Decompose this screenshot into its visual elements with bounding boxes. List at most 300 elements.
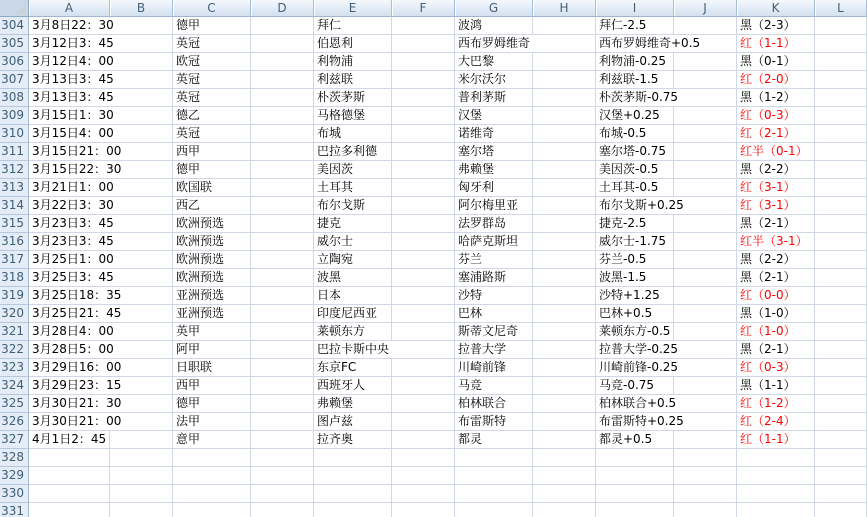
cell-J323[interactable]: [674, 359, 737, 377]
cell-E306[interactable]: [314, 53, 392, 71]
cell-D320[interactable]: [251, 305, 314, 323]
cell-K307[interactable]: [737, 71, 815, 89]
cell-I329[interactable]: [596, 467, 674, 485]
cell-L322[interactable]: [815, 341, 867, 359]
cell-D322[interactable]: [251, 341, 314, 359]
cell-D327[interactable]: [251, 431, 314, 449]
cell-H306[interactable]: [533, 53, 596, 71]
cell-H331[interactable]: [533, 503, 596, 517]
cell-F304[interactable]: [392, 17, 455, 35]
row-header-316[interactable]: 316: [0, 233, 29, 251]
cell-J319[interactable]: [674, 287, 737, 305]
cell-L312[interactable]: [815, 161, 867, 179]
cell-C306[interactable]: [173, 53, 251, 71]
cell-H320[interactable]: [533, 305, 596, 323]
cell-H325[interactable]: [533, 395, 596, 413]
cell-D311[interactable]: [251, 143, 314, 161]
cell-C304[interactable]: [173, 17, 251, 35]
cell-A328[interactable]: [29, 449, 110, 467]
cell-C318[interactable]: [173, 269, 251, 287]
row-header-322[interactable]: 322: [0, 341, 29, 359]
cell-J328[interactable]: [674, 449, 737, 467]
cell-E323[interactable]: [314, 359, 392, 377]
cell-C326[interactable]: [173, 413, 251, 431]
cell-E317[interactable]: [314, 251, 392, 269]
cell-B327[interactable]: [110, 431, 173, 449]
cell-L329[interactable]: [815, 467, 867, 485]
cell-E315[interactable]: [314, 215, 392, 233]
cell-C314[interactable]: [173, 197, 251, 215]
cell-C331[interactable]: [173, 503, 251, 517]
cell-J304[interactable]: [674, 17, 737, 35]
cell-B309[interactable]: [110, 107, 173, 125]
cell-E311[interactable]: [314, 143, 392, 161]
cell-C310[interactable]: [173, 125, 251, 143]
cell-A321[interactable]: [29, 323, 114, 341]
cell-J309[interactable]: [674, 107, 737, 125]
cell-K304[interactable]: [737, 17, 815, 35]
cell-A323[interactable]: [29, 359, 122, 377]
cell-K310[interactable]: [737, 125, 815, 143]
cell-J311[interactable]: [674, 143, 737, 161]
cell-K313[interactable]: [737, 179, 815, 197]
row-header-313[interactable]: 313: [0, 179, 29, 197]
cell-I305[interactable]: [596, 35, 701, 53]
column-header-E[interactable]: E: [314, 0, 392, 17]
cell-J313[interactable]: [674, 179, 737, 197]
cell-B331[interactable]: [110, 503, 173, 517]
row-header-318[interactable]: 318: [0, 269, 29, 287]
cell-K319[interactable]: [737, 287, 815, 305]
cell-I312[interactable]: [596, 161, 674, 179]
cell-G327[interactable]: [455, 431, 533, 449]
cell-C328[interactable]: [173, 449, 251, 467]
cell-G320[interactable]: [455, 305, 533, 323]
cell-E312[interactable]: [314, 161, 392, 179]
cell-I323[interactable]: [596, 359, 679, 377]
cell-A324[interactable]: [29, 377, 122, 395]
cell-A305[interactable]: [29, 35, 114, 53]
cell-F327[interactable]: [392, 431, 455, 449]
cell-I319[interactable]: [596, 287, 674, 305]
cell-E305[interactable]: [314, 35, 392, 53]
cell-J312[interactable]: [674, 161, 737, 179]
cell-F319[interactable]: [392, 287, 455, 305]
cell-E310[interactable]: [314, 125, 392, 143]
cell-B330[interactable]: [110, 485, 173, 503]
cell-C313[interactable]: [173, 179, 251, 197]
cell-C317[interactable]: [173, 251, 251, 269]
row-header-311[interactable]: 311: [0, 143, 29, 161]
cell-D330[interactable]: [251, 485, 314, 503]
cell-F329[interactable]: [392, 467, 455, 485]
cell-F305[interactable]: [392, 35, 455, 53]
cell-D323[interactable]: [251, 359, 314, 377]
cell-F328[interactable]: [392, 449, 455, 467]
cell-A310[interactable]: [29, 125, 114, 143]
cell-D318[interactable]: [251, 269, 314, 287]
cell-G317[interactable]: [455, 251, 533, 269]
cell-C327[interactable]: [173, 431, 251, 449]
cell-K322[interactable]: [737, 341, 815, 359]
cell-L331[interactable]: [815, 503, 867, 517]
cell-H315[interactable]: [533, 215, 596, 233]
cell-L304[interactable]: [815, 17, 867, 35]
cell-L315[interactable]: [815, 215, 867, 233]
cell-D308[interactable]: [251, 89, 314, 107]
cell-I315[interactable]: [596, 215, 674, 233]
cell-K324[interactable]: [737, 377, 815, 395]
cell-A309[interactable]: [29, 107, 114, 125]
row-header-308[interactable]: 308: [0, 89, 29, 107]
cell-E327[interactable]: [314, 431, 392, 449]
cell-H328[interactable]: [533, 449, 596, 467]
cell-K315[interactable]: [737, 215, 815, 233]
cell-I308[interactable]: [596, 89, 679, 107]
cell-A316[interactable]: [29, 233, 114, 251]
cell-D305[interactable]: [251, 35, 314, 53]
cell-E314[interactable]: [314, 197, 392, 215]
cell-D306[interactable]: [251, 53, 314, 71]
row-header-331[interactable]: 331: [0, 503, 29, 517]
cell-A317[interactable]: [29, 251, 114, 269]
cell-H323[interactable]: [533, 359, 596, 377]
cell-J324[interactable]: [674, 377, 737, 395]
cell-I318[interactable]: [596, 269, 674, 287]
cell-K317[interactable]: [737, 251, 815, 269]
cell-K311[interactable]: [737, 143, 815, 161]
cell-G313[interactable]: [455, 179, 533, 197]
cell-D324[interactable]: [251, 377, 314, 395]
cell-K329[interactable]: [737, 467, 815, 485]
cell-E329[interactable]: [314, 467, 392, 485]
cell-K320[interactable]: [737, 305, 815, 323]
cell-L325[interactable]: [815, 395, 867, 413]
cell-G322[interactable]: [455, 341, 533, 359]
cell-J316[interactable]: [674, 233, 737, 251]
column-header-L[interactable]: L: [815, 0, 867, 17]
cell-H317[interactable]: [533, 251, 596, 269]
cell-K330[interactable]: [737, 485, 815, 503]
column-header-G[interactable]: G: [455, 0, 533, 17]
cell-A327[interactable]: [29, 431, 110, 449]
cell-F322[interactable]: [392, 341, 455, 359]
cell-G306[interactable]: [455, 53, 533, 71]
cell-K331[interactable]: [737, 503, 815, 517]
cell-E319[interactable]: [314, 287, 392, 305]
cell-E309[interactable]: [314, 107, 392, 125]
cell-A315[interactable]: [29, 215, 114, 233]
cell-D317[interactable]: [251, 251, 314, 269]
cell-L328[interactable]: [815, 449, 867, 467]
cell-A325[interactable]: [29, 395, 122, 413]
cell-F314[interactable]: [392, 197, 455, 215]
cell-B328[interactable]: [110, 449, 173, 467]
cell-C324[interactable]: [173, 377, 251, 395]
cell-H322[interactable]: [533, 341, 596, 359]
cell-G308[interactable]: [455, 89, 533, 107]
cell-A313[interactable]: [29, 179, 114, 197]
cell-D315[interactable]: [251, 215, 314, 233]
row-header-327[interactable]: 327: [0, 431, 29, 449]
cell-F321[interactable]: [392, 323, 455, 341]
cell-F310[interactable]: [392, 125, 455, 143]
cell-E331[interactable]: [314, 503, 392, 517]
cell-C322[interactable]: [173, 341, 251, 359]
cell-G304[interactable]: [455, 17, 533, 35]
cell-K308[interactable]: [737, 89, 815, 107]
cell-J329[interactable]: [674, 467, 737, 485]
cell-A307[interactable]: [29, 71, 114, 89]
column-header-C[interactable]: C: [173, 0, 251, 17]
cell-J320[interactable]: [674, 305, 737, 323]
cell-I321[interactable]: [596, 323, 674, 341]
select-all-corner[interactable]: [0, 0, 29, 17]
row-header-329[interactable]: 329: [0, 467, 29, 485]
cell-C307[interactable]: [173, 71, 251, 89]
column-header-I[interactable]: I: [596, 0, 674, 17]
cell-G315[interactable]: [455, 215, 533, 233]
cell-H318[interactable]: [533, 269, 596, 287]
cell-C321[interactable]: [173, 323, 251, 341]
cell-G318[interactable]: [455, 269, 533, 287]
cell-I317[interactable]: [596, 251, 674, 269]
cell-B329[interactable]: [110, 467, 173, 485]
cell-H313[interactable]: [533, 179, 596, 197]
cell-G309[interactable]: [455, 107, 533, 125]
cell-H304[interactable]: [533, 17, 596, 35]
cell-B316[interactable]: [110, 233, 173, 251]
cell-D321[interactable]: [251, 323, 314, 341]
cell-I324[interactable]: [596, 377, 674, 395]
cell-A319[interactable]: [29, 287, 122, 305]
cell-F330[interactable]: [392, 485, 455, 503]
cell-K327[interactable]: [737, 431, 815, 449]
cell-D326[interactable]: [251, 413, 314, 431]
cell-H319[interactable]: [533, 287, 596, 305]
cell-A322[interactable]: [29, 341, 114, 359]
cell-A330[interactable]: [29, 485, 110, 503]
cell-D314[interactable]: [251, 197, 314, 215]
cell-L314[interactable]: [815, 197, 867, 215]
cell-C308[interactable]: [173, 89, 251, 107]
cell-B318[interactable]: [110, 269, 173, 287]
cell-G314[interactable]: [455, 197, 533, 215]
cell-L309[interactable]: [815, 107, 867, 125]
row-header-312[interactable]: 312: [0, 161, 29, 179]
cell-F309[interactable]: [392, 107, 455, 125]
row-header-307[interactable]: 307: [0, 71, 29, 89]
row-header-325[interactable]: 325: [0, 395, 29, 413]
cell-I304[interactable]: [596, 17, 674, 35]
cell-D331[interactable]: [251, 503, 314, 517]
cell-E320[interactable]: [314, 305, 392, 323]
cell-L306[interactable]: [815, 53, 867, 71]
cell-F315[interactable]: [392, 215, 455, 233]
cell-I326[interactable]: [596, 413, 684, 431]
cell-A312[interactable]: [29, 161, 122, 179]
row-header-326[interactable]: 326: [0, 413, 29, 431]
cell-G330[interactable]: [455, 485, 533, 503]
row-header-319[interactable]: 319: [0, 287, 29, 305]
cell-E328[interactable]: [314, 449, 392, 467]
cell-I309[interactable]: [596, 107, 674, 125]
column-header-H[interactable]: H: [533, 0, 596, 17]
cell-L326[interactable]: [815, 413, 867, 431]
row-header-304[interactable]: 304: [0, 17, 29, 35]
cell-G329[interactable]: [455, 467, 533, 485]
cell-A320[interactable]: [29, 305, 122, 323]
row-header-320[interactable]: 320: [0, 305, 29, 323]
column-header-D[interactable]: D: [251, 0, 314, 17]
cell-L318[interactable]: [815, 269, 867, 287]
cell-D328[interactable]: [251, 449, 314, 467]
cell-I311[interactable]: [596, 143, 674, 161]
cell-J308[interactable]: [674, 89, 737, 107]
cell-K306[interactable]: [737, 53, 815, 71]
cell-H316[interactable]: [533, 233, 596, 251]
cell-F316[interactable]: [392, 233, 455, 251]
cell-C320[interactable]: [173, 305, 251, 323]
cell-K312[interactable]: [737, 161, 815, 179]
cell-D304[interactable]: [251, 17, 314, 35]
cell-D307[interactable]: [251, 71, 314, 89]
cell-F312[interactable]: [392, 161, 455, 179]
cell-G321[interactable]: [455, 323, 533, 341]
cell-E330[interactable]: [314, 485, 392, 503]
cell-B305[interactable]: [110, 35, 173, 53]
row-header-315[interactable]: 315: [0, 215, 29, 233]
cell-L307[interactable]: [815, 71, 867, 89]
cell-C323[interactable]: [173, 359, 251, 377]
cell-F325[interactable]: [392, 395, 455, 413]
column-header-A[interactable]: A: [29, 0, 110, 17]
cell-H309[interactable]: [533, 107, 596, 125]
cell-F318[interactable]: [392, 269, 455, 287]
cell-K326[interactable]: [737, 413, 815, 431]
cell-D313[interactable]: [251, 179, 314, 197]
cell-J306[interactable]: [674, 53, 737, 71]
cell-F326[interactable]: [392, 413, 455, 431]
cell-G328[interactable]: [455, 449, 533, 467]
cell-I307[interactable]: [596, 71, 674, 89]
cell-C315[interactable]: [173, 215, 251, 233]
cell-J318[interactable]: [674, 269, 737, 287]
row-header-317[interactable]: 317: [0, 251, 29, 269]
cell-F313[interactable]: [392, 179, 455, 197]
cell-G316[interactable]: [455, 233, 533, 251]
cell-G307[interactable]: [455, 71, 533, 89]
cell-I316[interactable]: [596, 233, 674, 251]
cell-K305[interactable]: [737, 35, 815, 53]
cell-H329[interactable]: [533, 467, 596, 485]
row-header-324[interactable]: 324: [0, 377, 29, 395]
cell-J325[interactable]: [674, 395, 737, 413]
cell-A304[interactable]: [29, 17, 114, 35]
cell-K309[interactable]: [737, 107, 815, 125]
cell-B308[interactable]: [110, 89, 173, 107]
cell-L319[interactable]: [815, 287, 867, 305]
cell-I327[interactable]: [596, 431, 674, 449]
cell-A306[interactable]: [29, 53, 114, 71]
cell-I322[interactable]: [596, 341, 679, 359]
cell-J307[interactable]: [674, 71, 737, 89]
cell-L324[interactable]: [815, 377, 867, 395]
column-header-F[interactable]: F: [392, 0, 455, 17]
cell-D325[interactable]: [251, 395, 314, 413]
cell-E326[interactable]: [314, 413, 392, 431]
cell-L321[interactable]: [815, 323, 867, 341]
cell-B321[interactable]: [110, 323, 173, 341]
cell-J315[interactable]: [674, 215, 737, 233]
cell-E316[interactable]: [314, 233, 392, 251]
cell-D319[interactable]: [251, 287, 314, 305]
cell-H314[interactable]: [533, 197, 596, 215]
cell-I328[interactable]: [596, 449, 674, 467]
cell-H330[interactable]: [533, 485, 596, 503]
cell-K316[interactable]: [737, 233, 815, 251]
cell-G312[interactable]: [455, 161, 533, 179]
cell-B310[interactable]: [110, 125, 173, 143]
cell-C316[interactable]: [173, 233, 251, 251]
row-header-314[interactable]: 314: [0, 197, 29, 215]
cell-L313[interactable]: [815, 179, 867, 197]
cell-L330[interactable]: [815, 485, 867, 503]
cell-A331[interactable]: [29, 503, 110, 517]
cell-H326[interactable]: [533, 413, 596, 431]
cell-F320[interactable]: [392, 305, 455, 323]
cell-C319[interactable]: [173, 287, 251, 305]
cell-A326[interactable]: [29, 413, 122, 431]
cell-H305[interactable]: [533, 35, 596, 53]
cell-A329[interactable]: [29, 467, 110, 485]
cell-F323[interactable]: [392, 359, 455, 377]
cell-C309[interactable]: [173, 107, 251, 125]
cell-E325[interactable]: [314, 395, 392, 413]
cell-H327[interactable]: [533, 431, 596, 449]
cell-H324[interactable]: [533, 377, 596, 395]
cell-F311[interactable]: [392, 143, 455, 161]
cell-K328[interactable]: [737, 449, 815, 467]
cell-I313[interactable]: [596, 179, 674, 197]
cell-F308[interactable]: [392, 89, 455, 107]
row-header-328[interactable]: 328: [0, 449, 29, 467]
cell-E313[interactable]: [314, 179, 392, 197]
cell-E324[interactable]: [314, 377, 392, 395]
cell-I325[interactable]: [596, 395, 677, 413]
cell-B307[interactable]: [110, 71, 173, 89]
cell-I330[interactable]: [596, 485, 674, 503]
row-header-305[interactable]: 305: [0, 35, 29, 53]
cell-G319[interactable]: [455, 287, 533, 305]
cell-E318[interactable]: [314, 269, 392, 287]
row-header-309[interactable]: 309: [0, 107, 29, 125]
cell-L310[interactable]: [815, 125, 867, 143]
cell-E304[interactable]: [314, 17, 392, 35]
cell-G311[interactable]: [455, 143, 533, 161]
column-header-B[interactable]: B: [110, 0, 173, 17]
cell-J321[interactable]: [674, 323, 737, 341]
cell-G331[interactable]: [455, 503, 533, 517]
cell-H307[interactable]: [533, 71, 596, 89]
cell-H311[interactable]: [533, 143, 596, 161]
cell-C311[interactable]: [173, 143, 251, 161]
cell-H321[interactable]: [533, 323, 596, 341]
cell-A318[interactable]: [29, 269, 114, 287]
row-header-323[interactable]: 323: [0, 359, 29, 377]
row-header-330[interactable]: 330: [0, 485, 29, 503]
cell-L317[interactable]: [815, 251, 867, 269]
